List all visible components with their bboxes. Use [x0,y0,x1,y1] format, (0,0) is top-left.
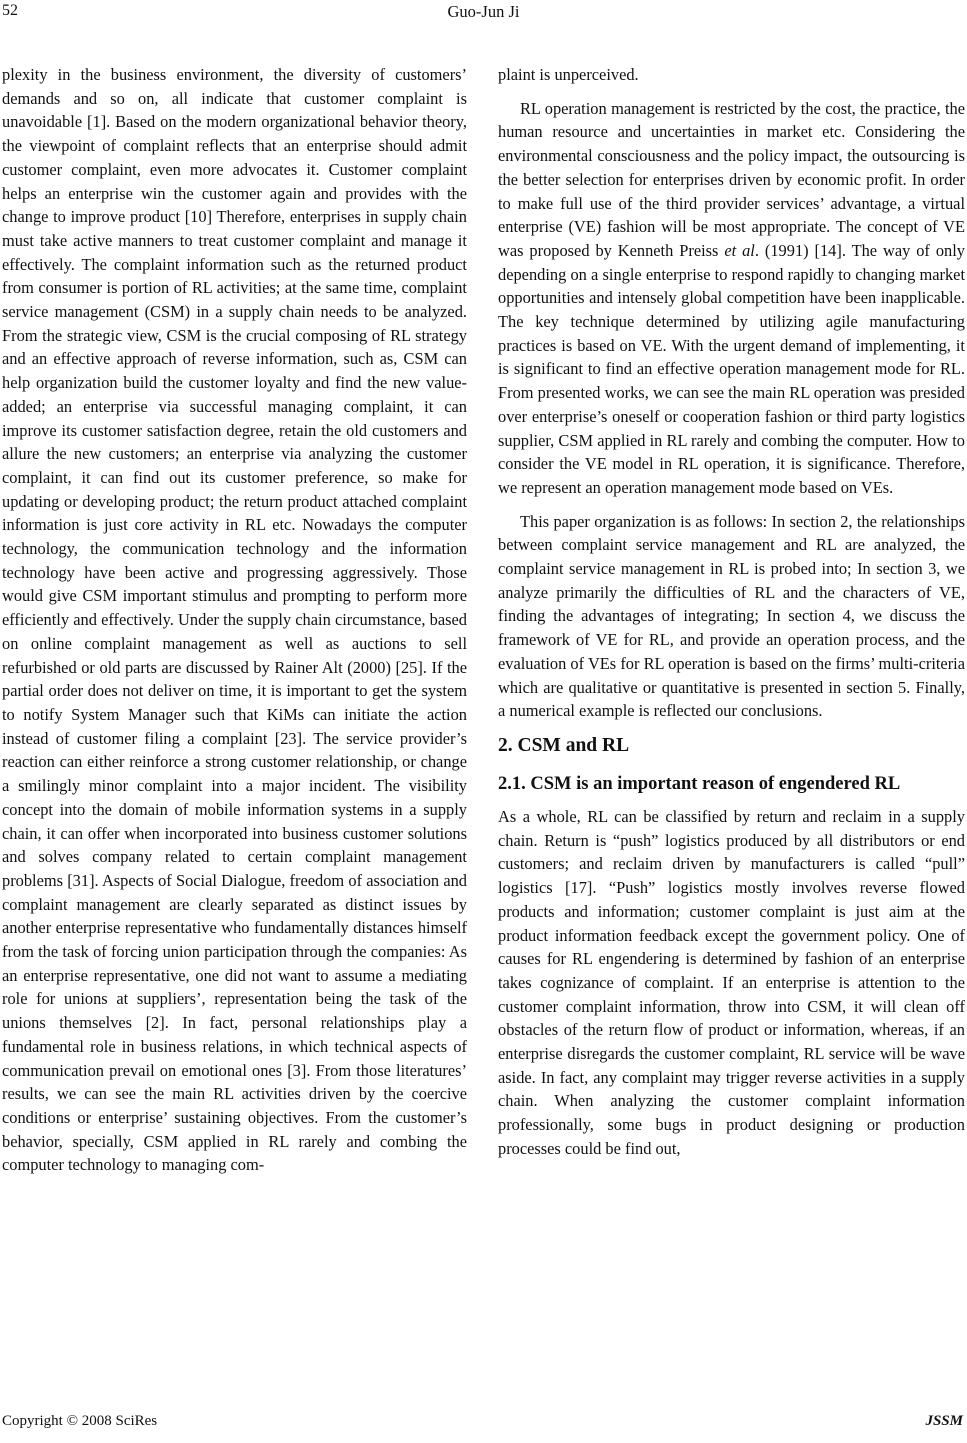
paragraph: As a whole, RL can be classified by return and reclaim in a supply chain. Return is “push” logistics produced by all distributors or end customers; and reclaim driven by manufacturers is called “pull” logistics [17]. “Push” logistics mostly involves reverse flowed products and information; customer complaint is just aim at the product information feedback except the government policy. One of causes for RL engendering is determined by fashion of an enterprise takes cognizance of complaint. If an enterprise is attention to the customer complaint information, throw into CSM, it will clean off obstacles of the return flow of product or information, whereas, if an enterprise disregards the customer complaint, RL service will be wave aside. In fact, any complaint may trigger reverse activities in a supply chain. When analyzing the customer complaint information professionally, some bugs in product designing or production processes could be find out, [498,806,965,1158]
paragraph-text: RL operation management is restricted by the cost, the practice, the human resource and uncertainties in market etc. Considering the environmental consciousness and the policy impact, the outsourcing is the better selection for enterprises driven by economic profit. In order to make full use of the third provider services’ advantage, a virtual enterprise (VE) fashion will be most appropriate. The concept of VE was proposed by Kenneth Preiss [498,98,965,260]
paragraph [498,97,965,500]
page-number: 52 [2,2,18,19]
paragraph: This paper organization is as follows: In section 2, the relationships between complaint service management and RL are analyzed, the complaint service management in RL is probed into; In section 3, we analyze primarily the difficulties of RL and the characters of VE, finding the advantages of integrating; In section 4, we discuss the framework of VE for RL, and provide an operation process, and the evaluation of VEs for RL operation is based on the firms’ multi-criteria which are qualitative or quantitative is presented in section 5. Finally, a numerical example is reflected our conclusions. [498,511,965,721]
left-column [2,63,467,1187]
footer-copyright: Copyright © 2008 SciRes [2,1413,158,1429]
right-column [498,63,965,1171]
footer-journal: JSSM [925,1413,963,1429]
paragraph-text: . (1991) [14]. The way of only depending on a single enterprise to respond rapidly to changing market opportunities and intensely global competition have been inapplicable. The key technique determined by utilizing agile manufacturing practices is based on VE. With the urgent demand of implementing, it is significant to find an effective operation management mode for RL. From presented works, we can see the main RL operation was presided over enterprise’s oneself or cooperation fashion or third party logistics supplier, CSM applied in RL rarely and combing the computer. How to consider the VE model in RL operation, it is significance. Therefore, we represent an operation management mode based on VEs. [498,240,965,497]
running-title: Guo-Jun Ji [447,2,520,21]
paragraph: plaint is unperceived. [498,65,639,84]
subsection-heading: 2.1. CSM is an important reason of engendered RL [498,773,901,794]
et-al-italic: et al [724,240,755,260]
section-heading: 2. CSM and RL [498,734,630,756]
paragraph: plexity in the business environment, the diversity of customers’ demands and so on, all indicate that customer complaint is unavoidable [1]. Based on the modern organizational behavior theory, the viewpoint of complaint reflects that an enterprise should admit customer complaint, even more advocates it. Customer complaint helps an enterprise win the customer again and provides with the change to improve product [10] Therefore, enterprises in supply chain must take active manners to treat customer complaint and manage it effectively. The complaint information such as the returned product from consumer is portion of RL activities; at the same time, complaint service management (CSM) in a supply chain needs to be analyzed. From the strategic view, CSM is the crucial composing of RL strategy and an effective approach of reverse information, such as, CSM can help organization build the customer loyalty and find the new value-added; an enterprise via successful managing complaint, it can improve its customer satisfaction degree, retain the old customers and allure the new customers; an enterprise via analyzing the customer complaint, it can find out its customer preference, so make for updating or developing product; the return product attached complaint information is just core activity in RL etc. Nowadays the computer technology, the communication technology and the information technology have been active and progressing aggressively. Those would give CSM important stimulus and prompting to perform more efficiently and effectively. Under the supply chain circumstance, based on online complaint management as well as auctions to sell refurbished or old parts are discussed by Rainer Alt (2000) [25]. If the partial order does not deliver on time, it is important to get the system to notify System Manager such that KiMs can initiate the action instead of customer filing a complaint [23]. The service provider’s reaction can either reinforce a strong customer relationship, or change a smilingly minor complaint into a major incident. The visibility concept into the domain of mobile information systems in a supply chain, it can offer when incorporated into business customer solutions and solves company related to certain complaint management problems [31]. Aspects of Social Dialogue, freedom of association and complaint management are clearly separated as distinct issues by another enterprise representative who fundamentally distances himself from the task of forcing union participation through the companies: As an enterprise representative, one did not want to assume a mediating role for unions at suppliers’, representation being the task of the unions themselves [2]. In fact, personal relationships play a fundamental role in business relations, in which technical aspects of communication prevail on emotional ones [3]. From those literatures’ results, we can see the main RL activities driven by the coercive conditions or enterprise’ sustaining objectives. From the customer’s behavior, specially, CSM applied in RL rarely and combing the computer technology to managing com- [2,65,467,1175]
